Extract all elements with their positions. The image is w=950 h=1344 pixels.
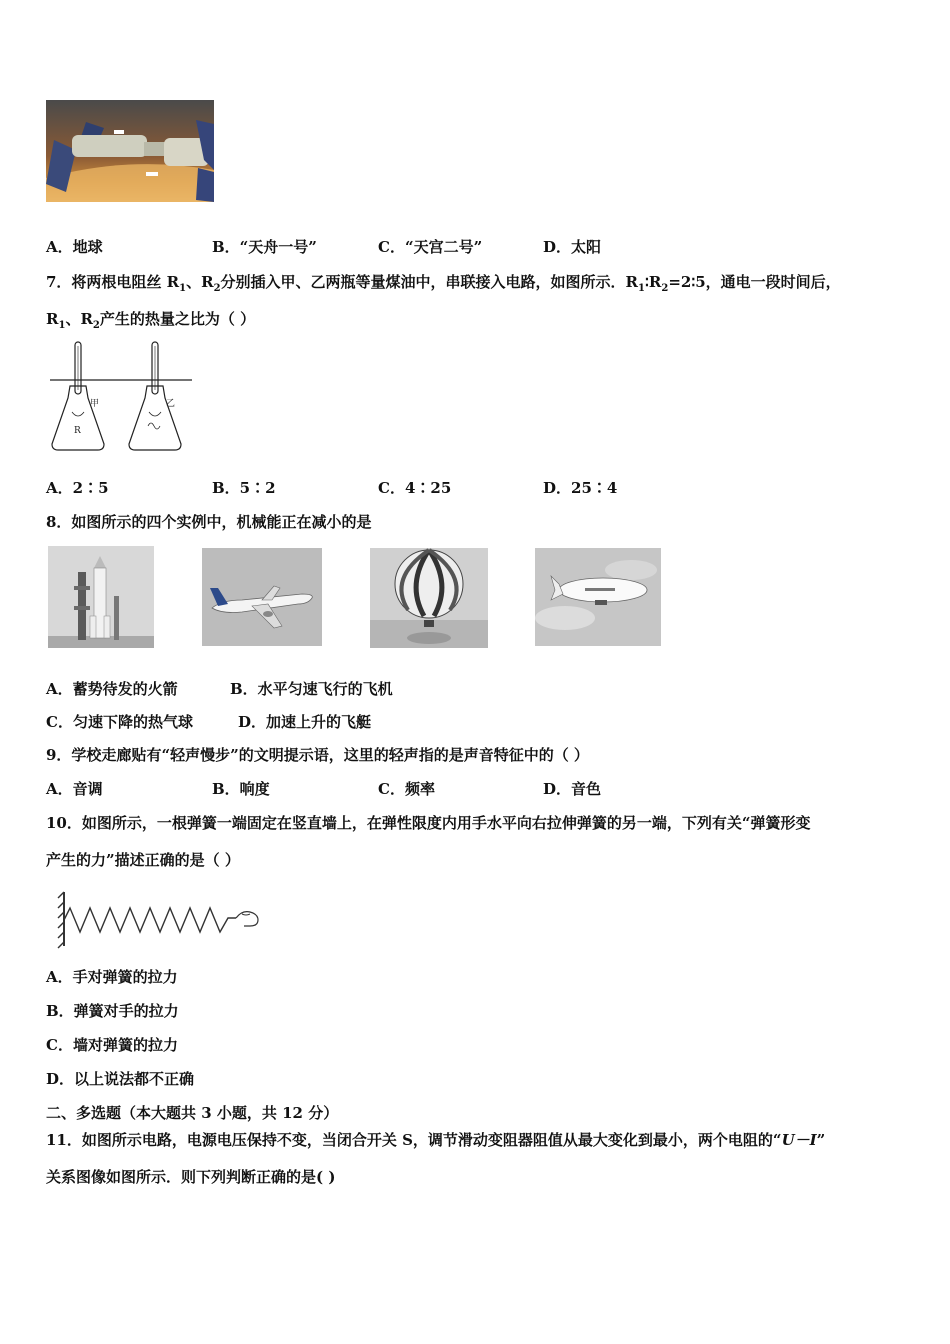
option-a[interactable]: A．音调 (46, 780, 103, 798)
flask-label-jia: 甲 (90, 399, 100, 409)
option-b[interactable]: B．5∶2 (212, 479, 276, 497)
section-heading: 二、多选题（本大题共 3 小题，共 12 分） (46, 1104, 339, 1122)
option-c[interactable]: C．墙对弹簧的拉力 (46, 1036, 178, 1054)
question-9-stem: 9．学校走廊贴有“轻声慢步”的文明提示语，这里的轻声指的是声音特征中的（ ） (46, 746, 589, 764)
question-7-line-1: 7．将两根电阻丝 $R_1$、$R_2$分别插入甲、乙两瓶等量煤油中，串联接入电路，如图所示．$R_1∶R_2=2∶5$，通电一段时间后， (46, 273, 841, 294)
option-a[interactable]: A．蓄势待发的火箭 (46, 680, 178, 698)
flask-label-yi: 乙 (166, 399, 176, 409)
question-10-line-1: 10．如图所示，一根弹簧一端固定在竖直墙上，在弹性限度内用手水平向右拉伸弹簧的另一端，下列有关“弹簧形变 (46, 814, 811, 832)
question-8-stem: 8．如图所示的四个实例中，机械能正在减小的是 (46, 513, 372, 531)
flask-label-r1: R (74, 426, 81, 436)
option-c[interactable]: C．4∶25 (378, 479, 452, 497)
option-d[interactable]: D．加速上升的飞艇 (238, 713, 372, 731)
option-a[interactable]: A．手对弹簧的拉力 (46, 968, 178, 986)
option-c[interactable]: C．匀速下降的热气球 (46, 713, 193, 731)
question-11-line-2: 关系图像如图所示．则下列判断正确的是( ) (46, 1168, 336, 1186)
option-a[interactable]: A．地球 (46, 238, 103, 256)
airplane-figure (202, 548, 322, 646)
option-a[interactable]: A．2∶5 (46, 479, 109, 497)
option-d[interactable]: D．以上说法都不正确 (46, 1070, 195, 1088)
option-b[interactable]: B．响度 (212, 780, 270, 798)
option-b[interactable]: B．“天舟一号” (212, 238, 317, 256)
question-7-line-2: $R_1$、$R_2$产生的热量之比为（ ） (46, 310, 256, 331)
option-b[interactable]: B．弹簧对手的拉力 (46, 1002, 179, 1020)
option-d[interactable]: D．25∶4 (543, 479, 618, 497)
option-c[interactable]: C．“天宫二号” (378, 238, 483, 256)
option-b[interactable]: B．水平匀速飞行的飞机 (230, 680, 393, 698)
hot-air-balloon-figure (370, 548, 488, 648)
option-d[interactable]: D．太阳 (543, 238, 602, 256)
question-11-line-1: 11．如图所示电路，电源电压保持不变，当闭合开关 S，调节滑动变阻器阻值从最大变化到最小，两个电阻的“U－I” (46, 1131, 826, 1149)
flask-figure (46, 340, 196, 454)
option-d[interactable]: D．音色 (543, 780, 602, 798)
airship-figure (535, 548, 661, 646)
spring-figure (56, 888, 264, 950)
question-10-line-2: 产生的力”描述正确的是（ ） (46, 851, 240, 869)
rocket-figure (48, 546, 154, 648)
option-c[interactable]: C．频率 (378, 780, 435, 798)
space-station-figure (46, 100, 214, 202)
